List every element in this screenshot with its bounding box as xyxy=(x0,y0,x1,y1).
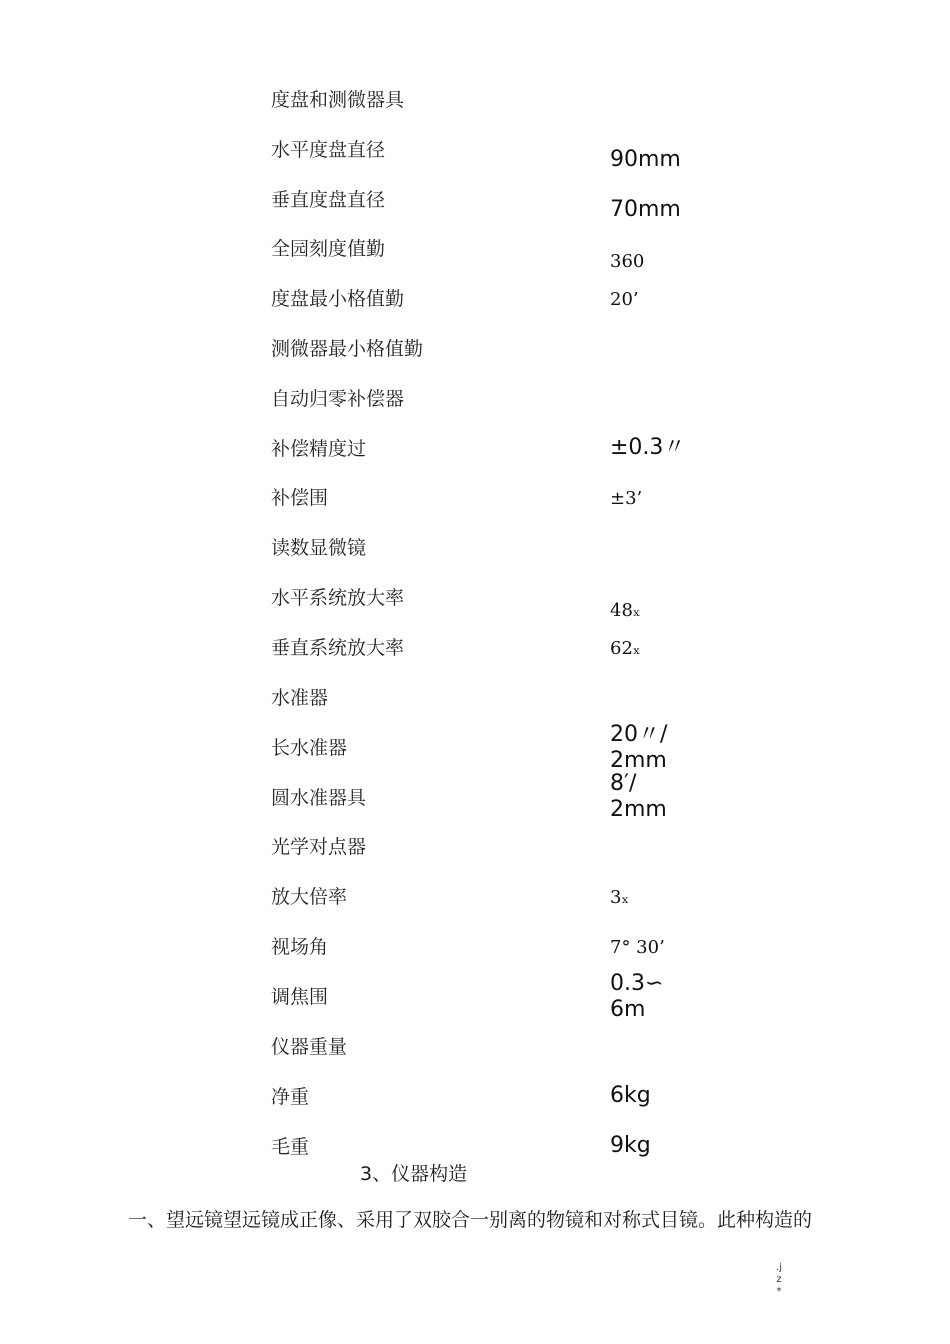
spec-value-compensation-range: ±3’ xyxy=(610,488,643,509)
spec-label-dial-min-division: 度盘最小格值勤 xyxy=(271,288,405,310)
spec-value-vertical-magnification: 62ₓ xyxy=(610,638,641,659)
page-mark-line: .j xyxy=(776,1262,782,1273)
spec-value-circular-level-vial-line1: 8′/ xyxy=(610,771,637,796)
spec-label-horizontal-magnification: 水平系统放大率 xyxy=(271,587,405,609)
spec-label-micrometer-min-division: 测微器最小格值勤 xyxy=(271,338,424,360)
spec-value-long-level-vial-line1: 20〃/ xyxy=(610,722,668,747)
spec-label-compensation-range: 补偿围 xyxy=(271,487,329,509)
spec-value-net-weight: 6kg xyxy=(610,1083,651,1108)
section-heading: 3、仪器构造 xyxy=(360,1163,468,1185)
spec-value-field-of-view: 7° 30’ xyxy=(610,937,665,958)
spec-label-level-vial: 水准器 xyxy=(271,687,329,709)
spec-value-full-circle-graduation: 360 xyxy=(610,251,645,272)
spec-label-instrument-weight: 仪器重量 xyxy=(271,1036,348,1058)
page-mark-line: * xyxy=(776,1286,782,1297)
spec-label-field-of-view: 视场角 xyxy=(271,936,329,958)
spec-label-circular-level-vial: 圆水准器具 xyxy=(271,787,367,809)
spec-value-magnification: 3ₓ xyxy=(610,887,630,908)
spec-label-focus-range: 调焦围 xyxy=(271,986,329,1008)
spec-value-dial-min-division: 20’ xyxy=(610,289,639,310)
spec-value-horizontal-magnification: 48ₓ xyxy=(610,600,641,621)
spec-label-dial-and-micrometer: 度盘和测微器具 xyxy=(271,89,405,111)
spec-label-full-circle-graduation: 全园刻度值勤 xyxy=(271,238,386,260)
spec-label-auto-compensator: 自动归零补偿器 xyxy=(271,388,405,410)
spec-label-long-level-vial: 长水准器 xyxy=(271,737,348,759)
spec-value-compensation-accuracy: ±0.3〃 xyxy=(610,435,686,460)
spec-value-focus-range-line1: 0.3∽ xyxy=(610,971,664,996)
spec-value-circular-level-vial-line2: 2mm xyxy=(610,797,667,822)
body-paragraph: 一、望远镜望远镜成正像、采用了双胶合一别离的物镜和对称式目镜。此种构造的 xyxy=(128,1209,813,1231)
spec-label-magnification: 放大倍率 xyxy=(271,886,348,908)
spec-label-gross-weight: 毛重 xyxy=(271,1136,310,1158)
spec-label-vertical-dial-diameter: 垂直度盘直径 xyxy=(271,189,386,211)
page-mark-line: z xyxy=(776,1274,782,1285)
spec-label-net-weight: 净重 xyxy=(271,1086,310,1108)
spec-value-gross-weight: 9kg xyxy=(610,1133,651,1158)
spec-label-compensation-accuracy: 补偿精度过 xyxy=(271,438,367,460)
spec-value-horizontal-dial-diameter: 90mm xyxy=(610,147,681,172)
spec-label-vertical-magnification: 垂直系统放大率 xyxy=(271,637,405,659)
spec-label-reading-microscope: 读数显微镜 xyxy=(271,537,367,559)
spec-label-optical-plummet: 光学对点器 xyxy=(271,836,367,858)
spec-label-horizontal-dial-diameter: 水平度盘直径 xyxy=(271,139,386,161)
page-footer-mark xyxy=(774,1262,784,1298)
spec-value-long-level-vial-line2: 2mm xyxy=(610,748,667,773)
spec-value-vertical-dial-diameter: 70mm xyxy=(610,197,681,222)
spec-value-focus-range-line2: 6m xyxy=(610,997,646,1022)
